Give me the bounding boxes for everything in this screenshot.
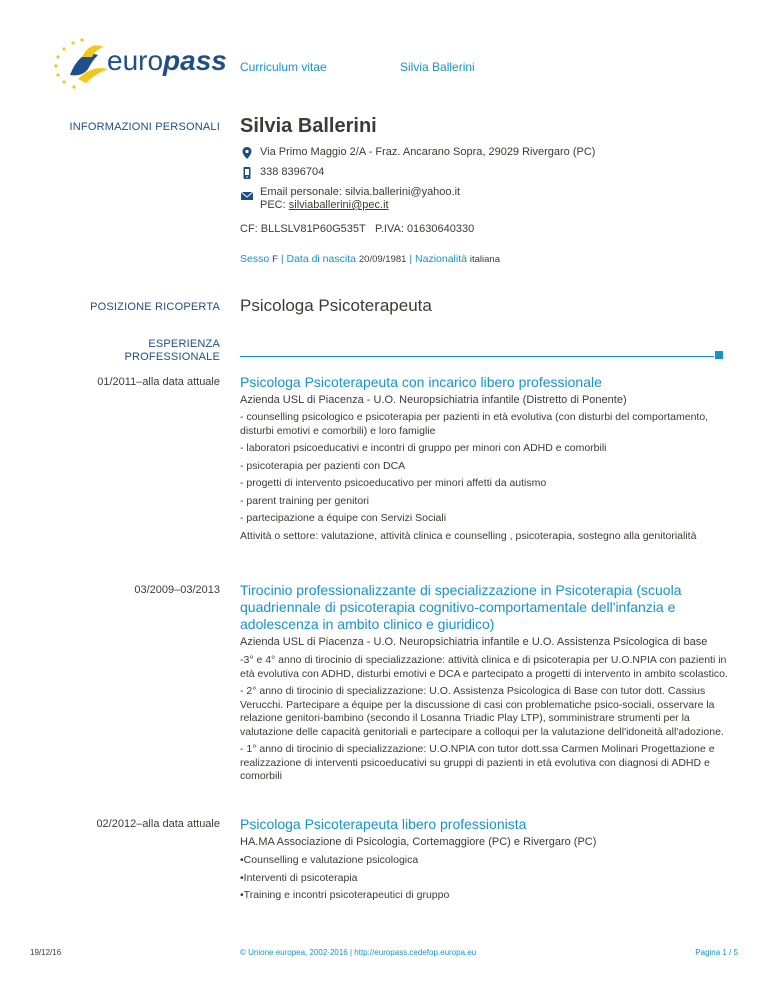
personal-section-label: INFORMAZIONI PERSONALI bbox=[69, 121, 220, 133]
job-employer: HA.MA Associazione di Psicologia, Cortemaggiore (PC) e Rivergaro (PC) bbox=[240, 836, 597, 848]
experience-section-label bbox=[124, 338, 220, 364]
personal-details-row bbox=[240, 253, 500, 265]
job-description bbox=[240, 854, 728, 907]
job-date: 03/2009–03/2013 bbox=[134, 584, 220, 596]
pec-link[interactable]: silviaballerini@pec.it bbox=[288, 199, 389, 211]
sex-value: F bbox=[272, 254, 278, 265]
job-date: 02/2012–alla data attuale bbox=[96, 818, 220, 830]
mobile-phone-icon bbox=[240, 166, 254, 180]
job-line: -3° e 4° anno di tirocinio di specializzazione: attività clinica e di psicoterapia per U.O.NPIA con pazienti in età evolutiva con ADHD, disturbi emotivi e DCA e partecipato a progetti di intervento in ambito scolastico. bbox=[240, 654, 728, 680]
dob-value: 20/09/1981 bbox=[358, 254, 407, 265]
separator: | bbox=[280, 253, 284, 265]
address-text: Via Primo Maggio 2/A - Fraz. Ancarano Sopra, 29029 Rivergaro (PC) bbox=[260, 146, 596, 158]
job-employer: Azienda USL di Piacenza - U.O. Neuropsichiatria infantile (Distretto di Ponente) bbox=[240, 394, 627, 406]
email-text[interactable]: Email personale: silvia.ballerini@yahoo.it bbox=[260, 186, 461, 198]
job-line: •Interventi di psicoterapia bbox=[240, 871, 358, 884]
europass-logo bbox=[52, 35, 227, 91]
tax-row bbox=[240, 223, 474, 235]
separator: | bbox=[409, 253, 413, 265]
header-cv-label: Curriculum vitae bbox=[240, 60, 327, 74]
section-divider bbox=[240, 356, 714, 357]
job-line: - 2° anno di tirocinio di specializzazione: U.O. Assistenza Psicologica di Base con tutor dott. Cassius Verucchi. Partecipare a équipe per la discussione di casi con problematiche psico-sociali, osservare la relazione genitori-bambino (secondo il Losanna Triadic Play LTP), somministrare strumenti per la valutazione delle capacità genitoriali e partecipare a colloqui per la valutazione dell'idoneità all'adozione. bbox=[240, 685, 724, 738]
job-description bbox=[240, 411, 728, 530]
job-date: 01/2011–alla data attuale bbox=[97, 376, 220, 388]
footer-page-number: Pagina 1 / 5 bbox=[695, 948, 738, 957]
position-section-label: POSIZIONE RICOPERTA bbox=[90, 301, 220, 313]
piva-text: P.IVA: 01630640330 bbox=[374, 223, 475, 235]
pec-label: PEC: bbox=[260, 199, 286, 211]
job-line: - progetti di intervento psicoeducativo per minori affetti da autismo bbox=[240, 477, 547, 489]
job-title: Psicologa Psicoterapeuta libero professionista bbox=[240, 816, 527, 832]
cf-text: CF: BLLSLV81P60G535T bbox=[240, 223, 366, 235]
pec-row bbox=[260, 199, 389, 211]
experience-label-line2: PROFESSIONALE bbox=[124, 351, 220, 363]
job-line: - psicoterapia per pazienti con DCA bbox=[240, 459, 406, 472]
job-title: Tirocinio professionalizzante di specializzazione in Psicoterapia (scuola quadriennale di psicoterapia cognitivo-comportamentale dell'infanzia e adolescenza in ambito clinico e giuridico) bbox=[240, 582, 682, 632]
person-name: Silvia Ballerini bbox=[240, 115, 377, 137]
sex-label: Sesso bbox=[240, 253, 270, 265]
footer-date: 19/12/16 bbox=[30, 948, 62, 957]
nationality-label: Nazionalità bbox=[415, 253, 467, 265]
footer-copyright[interactable]: © Unione europea, 2002-2016 | http://europass.cedefop.europa.eu bbox=[240, 948, 477, 957]
job-line: - laboratori psicoeducativi e incontri di gruppo per minori con ADHD e comorbili bbox=[240, 442, 607, 454]
job-title: Psicologa Psicoterapeuta con incarico libero professionale bbox=[240, 374, 602, 390]
dob-label: Data di nascita bbox=[286, 253, 356, 265]
job-activity-note: Attività o settore: valutazione, attività clinica e counselling , psicoterapia, sostegno alla genitorialità bbox=[240, 530, 697, 542]
position-title: Psicologa Psicoterapeuta bbox=[240, 296, 432, 315]
job-line: •Training e incontri psicoterapeutici di gruppo bbox=[240, 889, 450, 901]
location-pin-icon bbox=[240, 146, 254, 160]
job-line: - 1° anno di tirocinio di specializzazione: U.O.NPIA con tutor dott.ssa Carmen Molinari Progettazione e realizzazione di interventi psicoeducativi su gruppi di pazienti in età evolutiva con diagnosi di ADHD e comorbili bbox=[240, 743, 715, 782]
phone-text: 338 8396704 bbox=[260, 166, 325, 178]
job-line: - partecipazione a équipe con Servizi Sociali bbox=[240, 512, 447, 524]
job-line: •Counselling e valutazione psicologica bbox=[240, 854, 419, 866]
job-line: - counselling psicologico e psicoterapia per pazienti in età evolutiva (con disturbi del comportamento, disturbi emotivi e comorbili) e loro famiglie bbox=[240, 411, 709, 437]
job-employer: Azienda USL di Piacenza - U.O. Neuropsichiatria infantile e U.O. Assistenza Psicologica di base bbox=[240, 636, 708, 648]
experience-label-line1: ESPERIENZA bbox=[148, 338, 220, 350]
job-description bbox=[240, 654, 728, 788]
envelope-icon bbox=[240, 189, 254, 203]
section-divider-square bbox=[715, 351, 723, 359]
header-person-name: Silvia Ballerini bbox=[400, 60, 475, 74]
nationality-value: italiana bbox=[469, 254, 500, 265]
logo-text: europass bbox=[107, 45, 227, 76]
job-line: - parent training per genitori bbox=[240, 494, 369, 507]
